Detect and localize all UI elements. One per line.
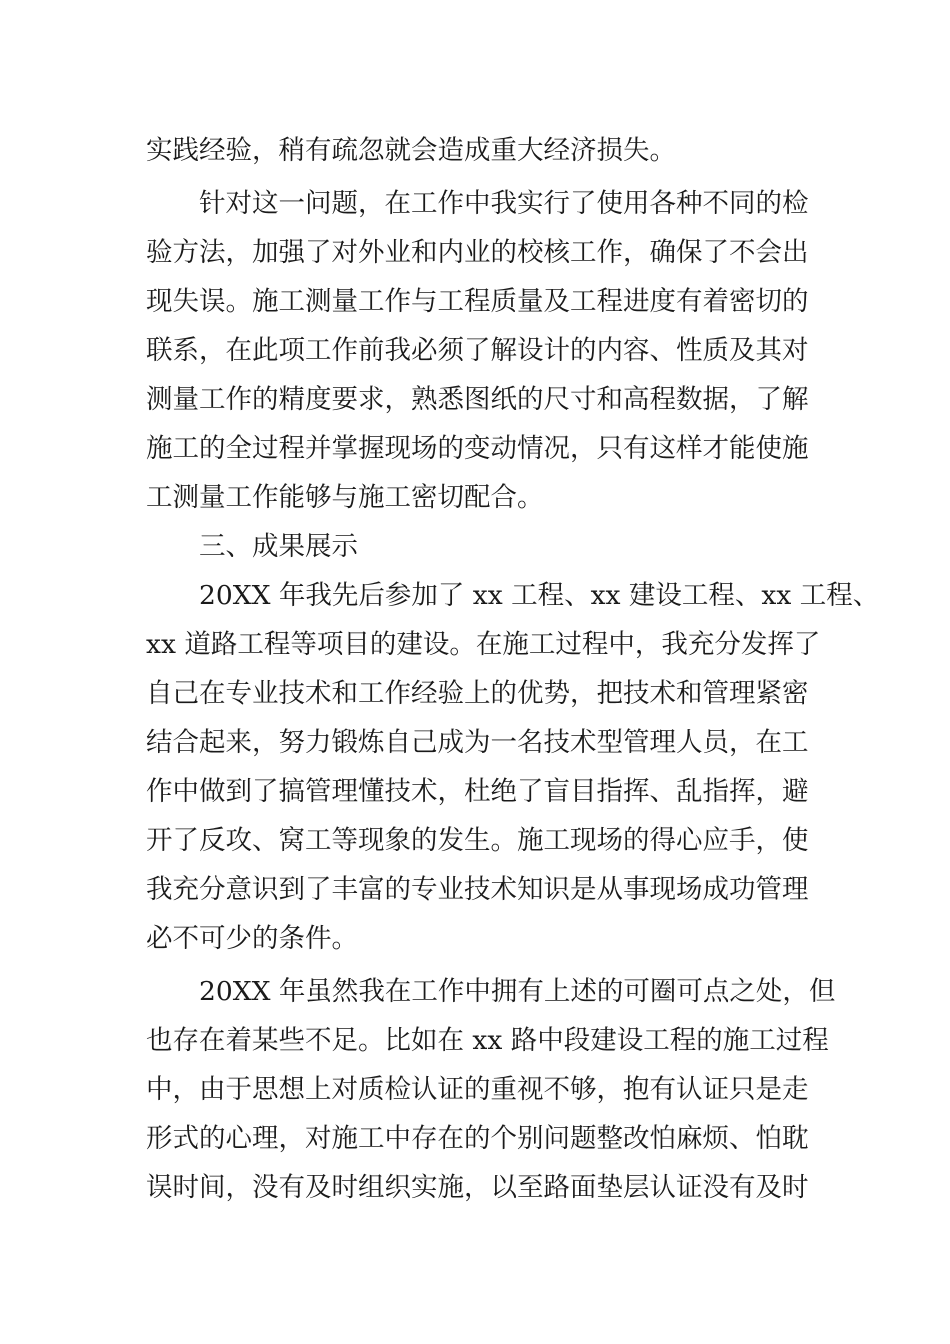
text-line: 验方法，加强了对外业和内业的校核工作，确保了不会出 bbox=[146, 237, 809, 268]
text-line: 开了反攻、窝工等现象的发生。施工现场的得心应手，使 bbox=[146, 825, 809, 856]
text-line: 工测量工作能够与施工密切配合。 bbox=[146, 482, 544, 513]
text-line: 联系，在此项工作前我必须了解设计的内容、性质及其对 bbox=[146, 335, 809, 366]
text-line: 实践经验，稍有疏忽就会造成重大经济损失。 bbox=[146, 135, 676, 166]
text-line: 自己在专业技术和工作经验上的优势，把技术和管理紧密 bbox=[146, 678, 809, 709]
text-line: 作中做到了搞管理懂技术，杜绝了盲目指挥、乱指挥，避 bbox=[146, 776, 809, 807]
text-line: 施工的全过程并掌握现场的变动情况，只有这样才能使施 bbox=[146, 433, 809, 464]
text-line: 结合起来，努力锻炼自己成为一名技术型管理人员，在工 bbox=[146, 727, 809, 758]
text-line: 20XX 年虽然我在工作中拥有上述的可圈可点之处，但 bbox=[146, 976, 836, 1007]
text-line: 我充分意识到了丰富的专业技术知识是从事现场成功管理 bbox=[146, 874, 809, 905]
text-line: 中，由于思想上对质检认证的重视不够，抱有认证只是走 bbox=[146, 1074, 809, 1105]
body-text bbox=[146, 126, 880, 1212]
text-line: 误时间，没有及时组织实施，以至路面垫层认证没有及时 bbox=[146, 1172, 809, 1203]
text-line: 也存在着某些不足。比如在 xx 路中段建设工程的施工过程 bbox=[146, 1025, 829, 1056]
section-heading: 三、成果展示 bbox=[146, 531, 358, 562]
text-line: 现失误。施工测量工作与工程质量及工程进度有着密切的 bbox=[146, 286, 809, 317]
text-line: 针对这一问题，在工作中我实行了使用各种不同的检 bbox=[146, 188, 809, 219]
text-line: 测量工作的精度要求，熟悉图纸的尺寸和高程数据，了解 bbox=[146, 384, 809, 415]
text-line: 形式的心理，对施工中存在的个别问题整改怕麻烦、怕耽 bbox=[146, 1123, 809, 1154]
text-line: xx 道路工程等项目的建设。在施工过程中，我充分发挥了 bbox=[146, 629, 821, 660]
text-line: 必不可少的条件。 bbox=[146, 923, 358, 954]
text-line: 20XX 年我先后参加了 xx 工程、xx 建设工程、xx 工程、 bbox=[146, 580, 880, 611]
